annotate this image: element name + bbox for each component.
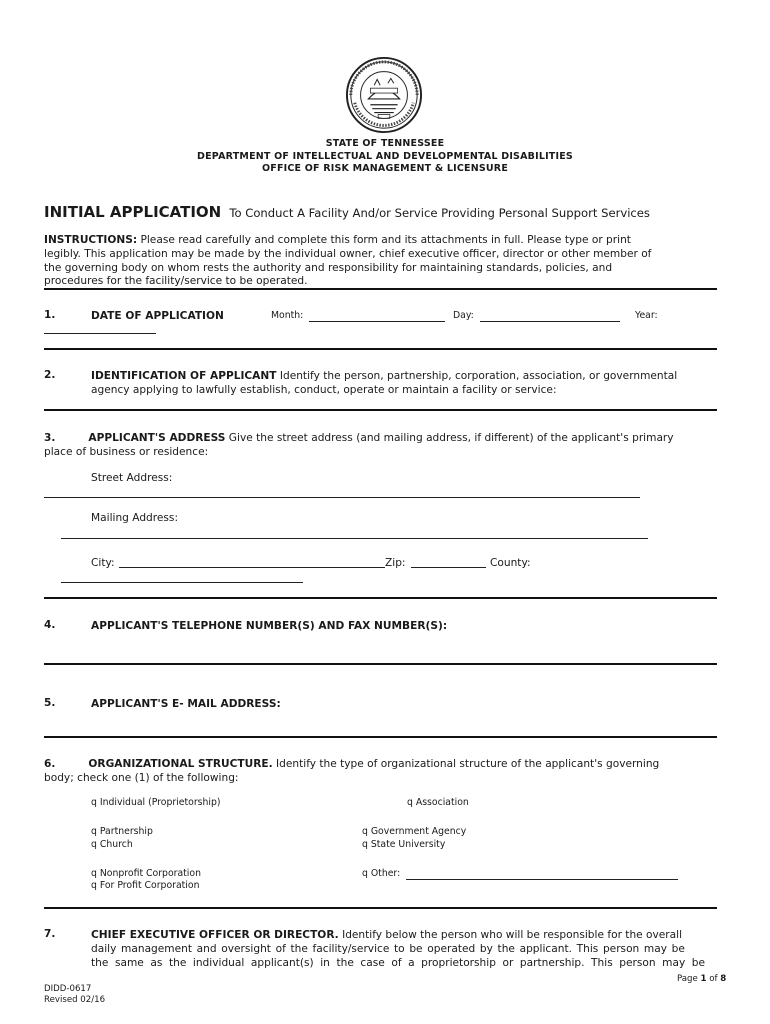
section-3-line-2: place of business or residence: [44, 446, 209, 458]
page-word: Page [677, 974, 698, 984]
page-number [677, 974, 726, 984]
year-label: Year: [635, 310, 658, 321]
day-label: Day: [453, 310, 474, 321]
office-name: OFFICE OF RISK MANAGEMENT & LICENSURE [261, 163, 509, 174]
section-7-line-1 [91, 928, 682, 942]
section-divider [44, 288, 717, 290]
month-field[interactable] [309, 321, 445, 322]
year-field[interactable] [44, 333, 156, 334]
telephone-fax-field[interactable] [44, 663, 717, 665]
zip-label: Zip: [385, 557, 406, 569]
section-6-title: ORGANIZATIONAL STRUCTURE. [88, 758, 273, 770]
county-label: County: [490, 557, 531, 569]
section-2-text-1: Identify the person, partnership, corporation, association, or governmental [276, 370, 678, 382]
option-state-university-checkbox[interactable]: q State University [362, 839, 446, 850]
section-3-text-1: Give the street address (and mailing address, if different) of the applicant's primary [225, 432, 674, 444]
section-7-line-2: daily management and oversight of the facility/service to be operated by the applicant. This person may be [91, 943, 685, 955]
option-partnership-checkbox[interactable]: q Partnership [91, 826, 153, 837]
section-2-line-2: agency applying to lawfully establish, conduct, operate or maintain a facility or service: [91, 384, 557, 396]
instructions-line-4: procedures for the facility/service to be operated. [44, 275, 308, 287]
instructions-text-1: Please read carefully and complete this form and its attachments in full. Please type or print [137, 234, 631, 246]
page-total: 8 [720, 974, 727, 984]
section-3-line-1 [44, 431, 674, 445]
section-7-title: CHIEF EXECUTIVE OFFICER OR DIRECTOR. [91, 929, 339, 941]
section-5-number: 5. [44, 697, 56, 709]
section-divider [44, 348, 717, 350]
section-7-text-1: Identify below the person who will be responsible for the overall [338, 929, 683, 941]
section-1-title: DATE OF APPLICATION [91, 310, 224, 322]
tennessee-state-seal-icon [345, 56, 423, 134]
department-name: DEPARTMENT OF INTELLECTUAL AND DEVELOPMENTAL DISABILITIES [197, 151, 573, 162]
section-5-title: APPLICANT'S E- MAIL ADDRESS: [91, 698, 281, 710]
section-4-title: APPLICANT'S TELEPHONE NUMBER(S) AND FAX NUMBER(S): [91, 620, 448, 632]
other-structure-field[interactable] [406, 879, 678, 880]
section-7-line-3: the same as the individual applicant(s) in the case of a proprietorship or partnership. This person may be [91, 957, 706, 969]
section-6-line-2: body; check one (1) of the following: [44, 772, 239, 784]
section-3-number: 3. [44, 432, 56, 444]
section-2-line-1 [91, 369, 677, 383]
street-address-field[interactable] [44, 497, 640, 498]
instructions-line-2: legibly. This application may be made by the individual owner, chief executive officer, director or other member of [44, 248, 652, 260]
section-4-number: 4. [44, 619, 56, 631]
option-nonprofit-checkbox[interactable]: q Nonprofit Corporation [91, 868, 201, 879]
day-field[interactable] [480, 321, 620, 322]
zip-field[interactable] [411, 567, 486, 568]
section-divider [44, 907, 717, 909]
city-label: City: [91, 557, 115, 569]
option-government-agency-checkbox[interactable]: q Government Agency [362, 826, 467, 837]
mailing-address-field[interactable] [61, 538, 648, 539]
section-2-title: IDENTIFICATION OF APPLICANT [91, 370, 277, 382]
section-2-number: 2. [44, 369, 56, 381]
section-7-number: 7. [44, 928, 56, 940]
instructions-line-1 [44, 233, 631, 247]
revision-date: Revised 02/16 [44, 995, 106, 1005]
month-label: Month: [271, 310, 304, 321]
section-1-number: 1. [44, 309, 56, 321]
form-title-main: INITIAL APPLICATION [44, 203, 222, 221]
page-current: 1 [700, 974, 707, 984]
form-title-sub: To Conduct A Facility And/or Service Providing Personal Support Services [229, 206, 650, 220]
form-id: DIDD-0617 [44, 984, 92, 994]
city-field[interactable] [119, 567, 385, 568]
form-title [44, 202, 650, 221]
state-name: STATE OF TENNESSEE [325, 138, 445, 149]
option-individual-checkbox[interactable]: q Individual (Proprietorship) [91, 797, 221, 808]
mailing-address-label: Mailing Address: [91, 512, 179, 524]
section-3-title: APPLICANT'S ADDRESS [88, 432, 226, 444]
option-church-checkbox[interactable]: q Church [91, 839, 133, 850]
instructions-label: INSTRUCTIONS: [44, 234, 138, 246]
section-divider [44, 409, 717, 411]
street-address-label: Street Address: [91, 472, 173, 484]
section-divider [44, 597, 717, 599]
option-for-profit-checkbox[interactable]: q For Profit Corporation [91, 880, 200, 891]
instructions-line-3: the governing body on whom rests the authority and responsibility for maintaining standards, policies, and [44, 262, 613, 274]
email-address-field[interactable] [44, 736, 717, 738]
option-other-checkbox[interactable]: q Other: [362, 868, 401, 879]
of-word: of [709, 974, 718, 984]
section-6-text-1: Identify the type of organizational structure of the applicant's governing [272, 758, 660, 770]
option-association-checkbox[interactable]: q Association [407, 797, 469, 808]
section-6-line-1 [44, 757, 659, 771]
section-6-number: 6. [44, 758, 56, 770]
county-field[interactable] [61, 582, 303, 583]
